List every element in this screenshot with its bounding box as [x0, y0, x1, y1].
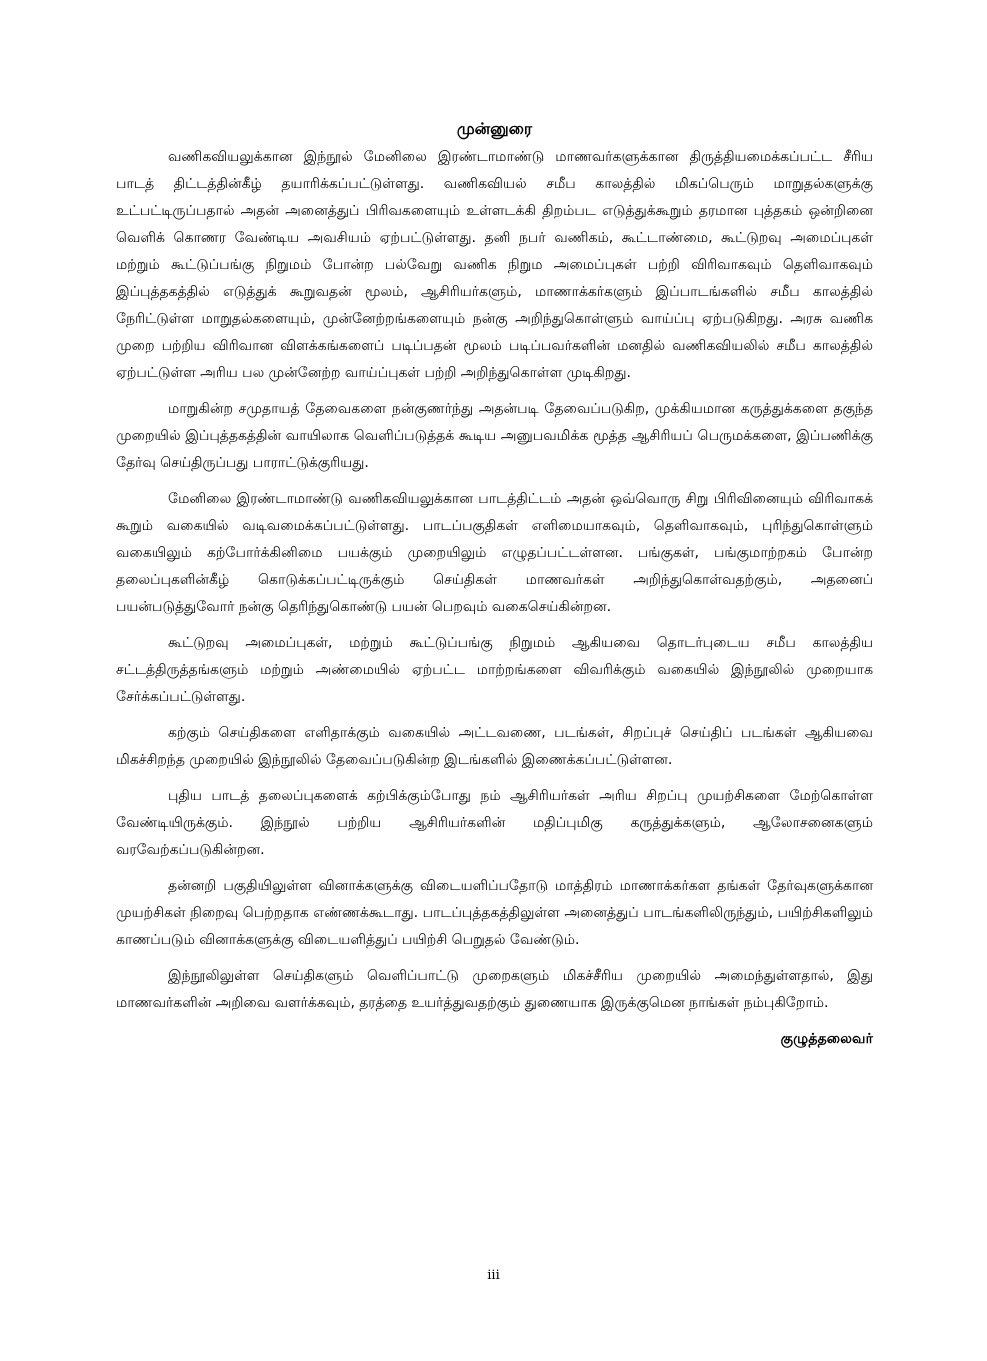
paragraph-5: கற்கும் செய்திகளை எளிதாக்கும் வகையில் அட்டவணை, படங்கள், சிறப்புச் செய்திப் படங்கள் ஆகியவை மிகச்சிறந்த முறையில் இந்நூலில் தேவைப்படுகின்ற இடங்களில் இணைக்கப்பட்டுள்ளன. — [116, 725, 873, 768]
paragraph-3: மேனிலை இரண்டாமாண்டு வணிகவியலுக்கான பாடத்திட்டம் அதன் ஒவ்வொரு சிறு பிரிவினையும் விரிவாகக் கூறும் வகையில் வடிவமைக்கப்பட்டுள்ளது. பாடப்பகுதிகள் எளிமையாகவும், தெளிவாகவும், புரிந்துகொள்ளும் வகையிலும் கற்போர்க்கினிமை பயக்கும் முறையிலும் எழுதப்பட்டள்ளன. பங்குகள், பங்குமாற்றகம் போன்ற தலைப்புகளின்கீழ் கொடுக்கப்பட்டிருக்கும் செய்திகள் மாணவர்கள் அறிந்துகொள்வதற்கும், அதனைப் பயன்படுத்துவோர் நன்கு தெரிந்துகொண்டு பயன் பெறவும் வகைசெய்கின்றன. — [116, 491, 873, 615]
page-number: iii — [487, 1268, 500, 1283]
paragraph-4: கூட்டுறவு அமைப்புகள், மற்றும் கூட்டுப்பங்கு நிறுமம் ஆகியவை தொடர்புடைய சமீப காலத்திய சட்டத்திருத்தங்களும் மற்றும் அண்மையில் ஏற்பட்ட மாற்றங்களை விவரிக்கும் வகையில் இந்நூலில் முறையாக சேர்க்கப்பட்டுள்ளது. — [116, 635, 873, 705]
paragraph-1: வணிகவியலுக்கான இந்நூல் மேனிலை இரண்டாமாண்டு மாணவர்களுக்கான திருத்தியமைக்கப்பட்ட சீரிய பாடத் திட்டத்தின்கீழ் தயாரிக்கப்பட்டுள்ளது. வணிகவியல் சமீப காலத்தில் மிகப்பெரும் மாறுதல்களுக்கு உட்பட்டிருப்பதால் அதன் அனைத்துப் பிரிவகளையும் உள்ளடக்கி திறம்பட எடுத்துக்கூறும் தரமான புத்தகம் ஒன்றினை வெளிக் கொணர வேண்டிய அவசியம் ஏற்பட்டுள்ளது. தனி நபர் வணிகம், கூட்டாண்மை, கூட்டுறவு அமைப்புகள் மற்றும் கூட்டுப்பங்கு நிறுமம் போன்ற பல்வேறு வணிக நிறும அமைப்புகள் பற்றி விரிவாகவும் தெளிவாகவும் இப்புத்தகத்தில் எடுத்துக் கூறுவதன் மூலம், ஆசிரியர்களும், மாணாக்கர்களும் இப்பாடங்களில் சமீப காலத்தில் நேரிட்டுள்ள மாறுதல்களையும், முன்னேற்றங்களையும் நன்கு அறிந்துகொள்ளும் வாய்ப்பு ஏற்படுகிறது. அரசு வணிக முறை பற்றிய விரிவான விளக்கங்களைப் படிப்பதன் மூலம் படிப்பவர்களின் மனதில் வணிகவியலில் சமீப காலத்தில் ஏற்பட்டுள்ள அரிய பல முன்னேற்ற வாய்ப்புகள் பற்றி அறிந்துகொள்ள முடிகிறது. — [116, 149, 873, 381]
page-title: முன்னுரை — [456, 119, 533, 138]
paragraph-6: புதிய பாடத் தலைப்புகளைக் கற்பிக்கும்போது நம் ஆசிரியர்கள் அரிய சிறப்பு முயற்சிகளை மேற்கொள்ள வேண்டியிருக்கும். இந்நூல் பற்றிய ஆசிரியர்களின் மதிப்புமிகு கருத்துக்களும், ஆலோசனைகளும் வரவேற்கப்படுகின்றன. — [116, 788, 873, 858]
paragraph-8: இந்நூலிலுள்ள செய்திகளும் வெளிப்பாட்டு முறைகளும் மிகச்சீரிய முறையில் அமைந்துள்ளதால், இது மாணவர்களின் அறிவை வளர்க்கவும், தரத்தை உயர்த்துவதற்கும் துணையாக இருக்குமென நாங்கள் நம்புகிறோம். — [116, 968, 873, 1011]
signature: குழுத்தலைவர் — [780, 1031, 873, 1047]
paragraph-2: மாறுகின்ற சமுதாயத் தேவைகளை நன்குணர்ந்து அதன்படி தேவைப்படுகிற, முக்கியமான கருத்துக்களை தகுந்த முறையில் இப்புத்தகத்தின் வாயிலாக வெளிப்படுத்தக் கூடிய அனுபவமிக்க மூத்த ஆசிரியப் பெருமக்களை, இப்பணிக்கு தேர்வு செய்திருப்பது பாராட்டுக்குரியது. — [116, 401, 873, 471]
paragraph-7: தன்னறி பகுதியிலுள்ள வினாக்களுக்கு விடையளிப்பதோடு மாத்திரம் மாணாக்கர்கள தங்கள் தேர்வுகளுக்கான முயற்சிகள் நிறைவு பெற்றதாக எண்ணக்கூடாது. பாடப்புத்தகத்திலுள்ள அனைத்துப் பாடங்களிலிருந்தும், பயிற்சிகளிலும் காணப்படும் வினாக்களுக்கு விடையளித்துப் பயிற்சி பெறுதல் வேண்டும். — [116, 878, 873, 948]
preface-page — [116, 112, 873, 1312]
